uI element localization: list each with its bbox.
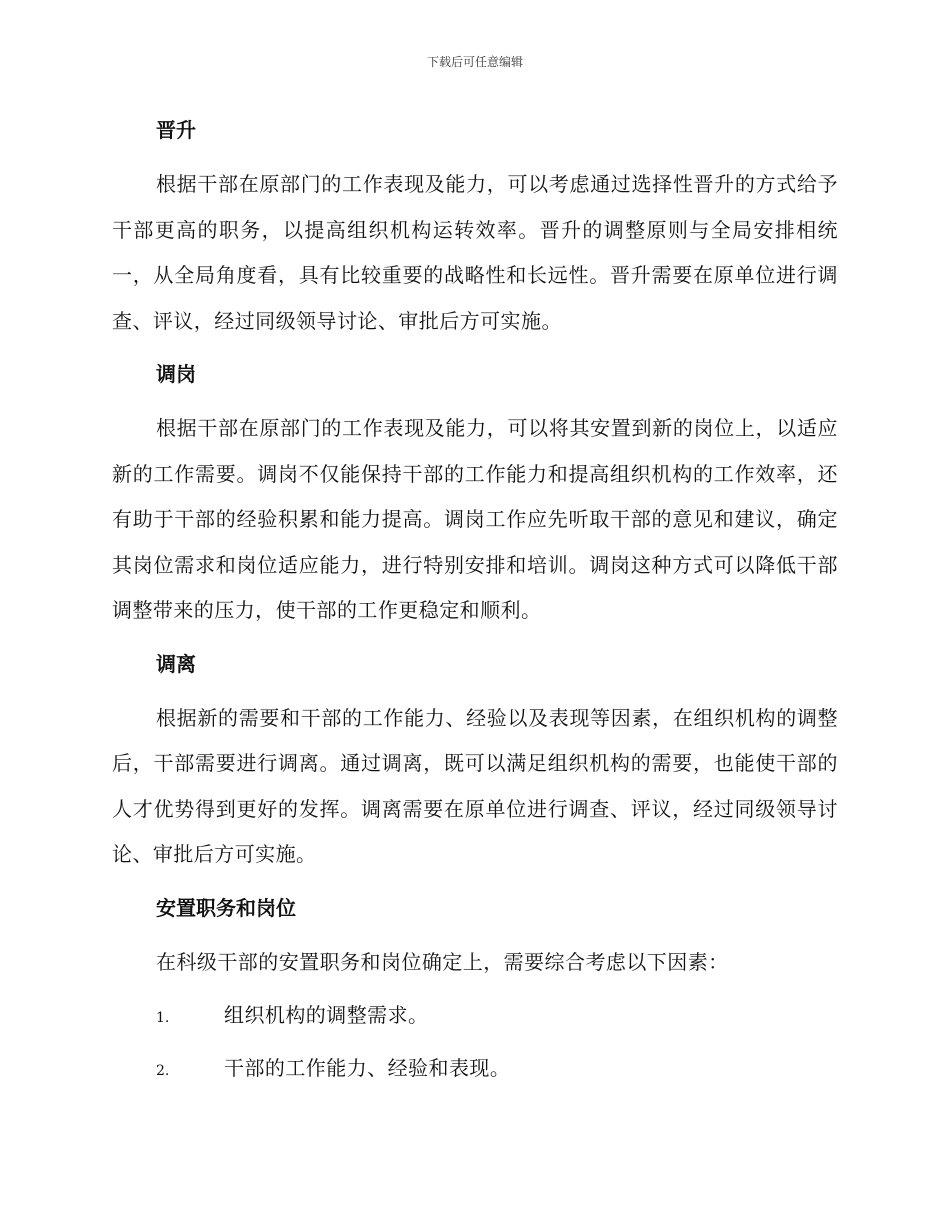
document-body	[112, 110, 838, 1091]
section-heading-promotion: 晋升	[156, 118, 196, 142]
section-paragraph-promotion: 根据干部在原部门的工作表现及能力，可以考虑通过选择性晋升的方式给予干部更高的职务，以提高组织机构运转效率。晋升的调整原则与全局安排相统一，从全局角度看，具有比较重要的战略性和长远性。晋升需要在原单位进行调查、评议，经过同级领导讨论、审批后方可实施。	[112, 172, 838, 333]
page-header-note: 下载后可任意编辑	[426, 55, 523, 69]
list-item-number: 2.	[156, 1063, 170, 1079]
section-paragraph-transfer: 根据干部在原部门的工作表现及能力，可以将其安置到新的岗位上，以适应新的工作需要。调岗不仅能保持干部的工作能力和提高组织机构的工作效率，还有助于干部的经验积累和能力提高。调岗工作应先听取干部的意见和建议，确定其岗位需求和岗位适应能力，进行特别安排和培训。调岗这种方式可以降低干部调整带来的压力，使干部的工作更稳定和顺利。	[112, 416, 838, 622]
list-item-number: 1.	[156, 1010, 170, 1026]
list-item	[112, 1048, 838, 1091]
section-paragraph-departure: 根据新的需要和干部的工作能力、经验以及表现等因素，在组织机构的调整后，干部需要进行调离。通过调离，既可以满足组织机构的需要，也能使干部的人才优势得到更好的发挥。调离需要在原单位进行调查、评议，经过同级领导讨论、审批后方可实施。	[112, 705, 838, 866]
section-heading-placement: 安置职务和岗位	[156, 895, 296, 920]
section-heading-transfer: 调岗	[156, 362, 196, 386]
list-item	[112, 995, 838, 1038]
list-item-text: 干部的工作能力、经验和表现。	[224, 1056, 511, 1080]
section-paragraph-placement: 在科级干部的安置职务和岗位确定上，需要综合考虑以下因素：	[156, 949, 729, 974]
section-heading-departure: 调离	[156, 651, 196, 676]
list-item-text: 组织机构的调整需求。	[224, 1003, 429, 1027]
